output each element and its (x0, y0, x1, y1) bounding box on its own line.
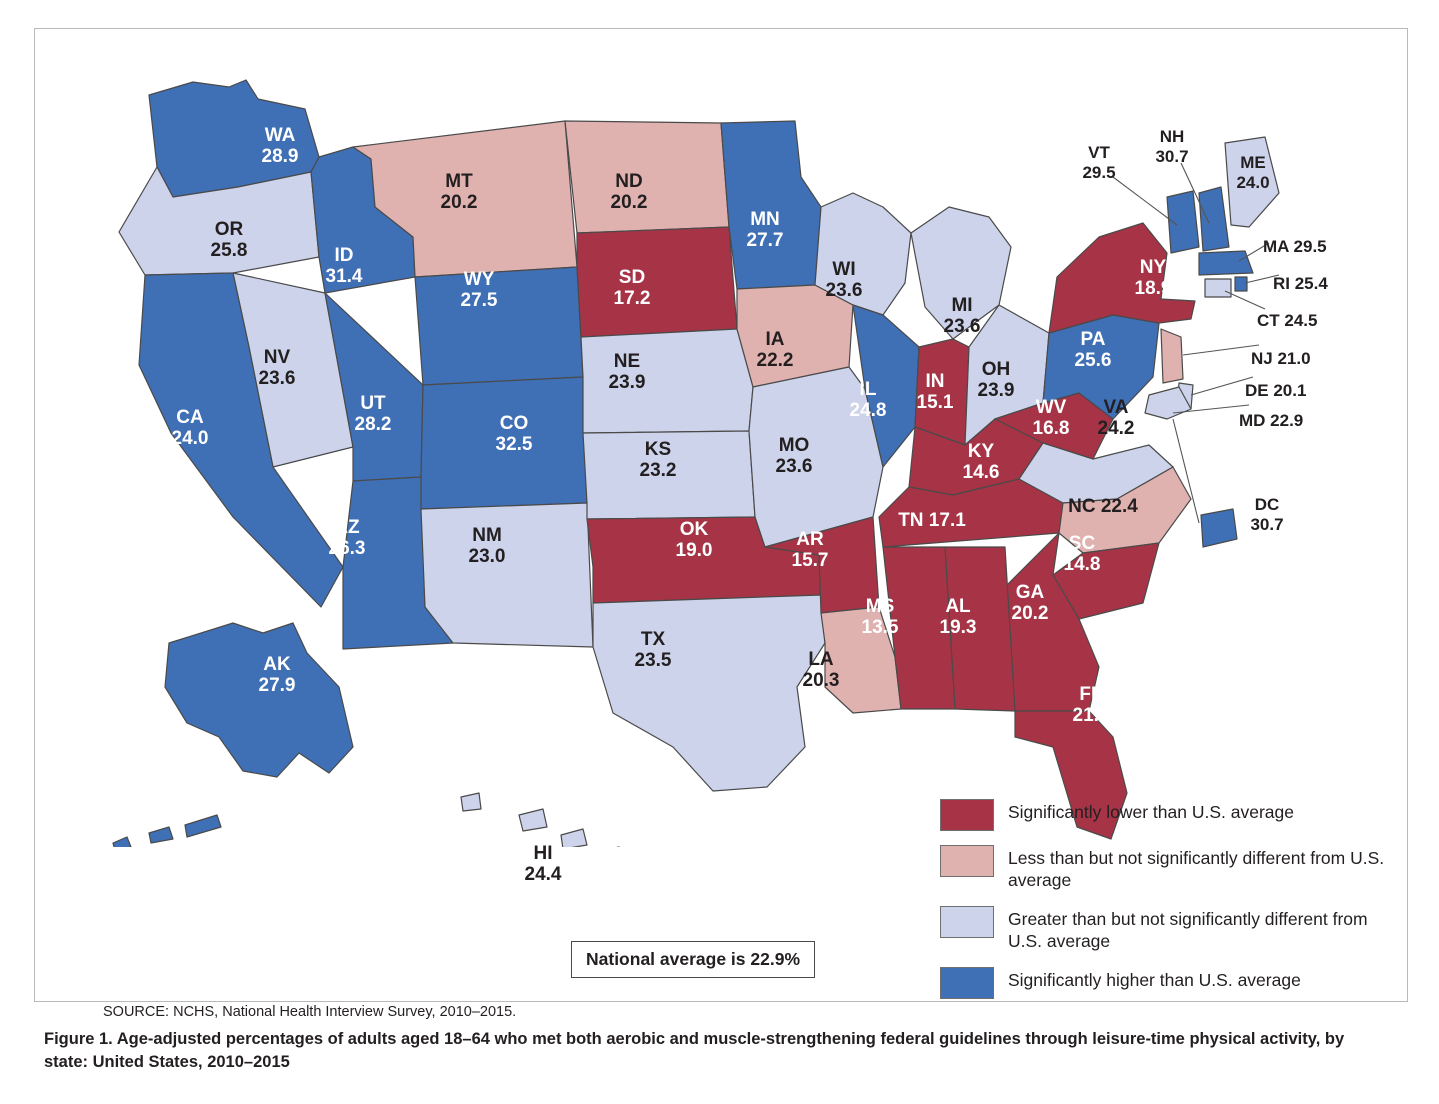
leader-line-DE (1191, 377, 1253, 395)
us-choropleth-svg (53, 47, 1391, 847)
state-label-WA: WA 28.9 (261, 125, 299, 168)
state-label-UT: UT 28.2 (354, 393, 392, 436)
state-label-NH: NH 30.7 (1155, 127, 1189, 166)
legend-item (940, 845, 1390, 892)
map-canvas (35, 29, 1409, 1020)
state-shape-RI[interactable] (1235, 277, 1247, 291)
state-shape-MN[interactable] (721, 121, 821, 289)
state-shape-LA[interactable] (821, 607, 901, 713)
state-shape-AK-aleutians-2[interactable] (149, 827, 173, 843)
state-label-SC: SC 14.8 (1063, 533, 1101, 576)
state-label-NV: NV 23.6 (258, 347, 296, 390)
state-label-AR: AR 15.7 (791, 529, 829, 572)
leader-line-NJ (1183, 345, 1259, 355)
state-shape-AK[interactable] (165, 623, 353, 777)
state-label-MS: MS 13.5 (861, 596, 899, 639)
state-label-CO: CO 32.5 (495, 413, 533, 456)
map-panel (34, 28, 1408, 1020)
state-label-AL: AL 19.3 (939, 596, 977, 639)
state-shape-KS[interactable] (583, 431, 755, 519)
state-shape-WY[interactable] (415, 267, 583, 385)
state-label-IN: IN 15.1 (916, 371, 954, 414)
legend-label: Less than but not significantly different from U.S. average (1008, 848, 1385, 891)
state-label-NE: NE 23.9 (608, 351, 646, 394)
state-label-IL: IL 24.8 (849, 379, 887, 422)
state-label-AZ: AZ 26.3 (328, 517, 366, 560)
legend-label: Significantly lower than U.S. average (1008, 802, 1294, 822)
state-shape-DC-inset[interactable] (1201, 509, 1237, 547)
state-shape-NJ[interactable] (1161, 329, 1183, 383)
state-label-MN: MN 27.7 (746, 209, 784, 252)
state-shape-AL[interactable] (945, 547, 1015, 711)
state-shape-NH[interactable] (1199, 187, 1229, 251)
legend-swatch (940, 845, 994, 877)
state-shape-HI-maui[interactable] (561, 829, 587, 847)
legend-item (940, 906, 1390, 953)
state-label-ID: ID 31.4 (325, 245, 363, 288)
state-shape-AK-aleutians-1[interactable] (113, 837, 131, 847)
source-note: SOURCE: NCHS, National Health Interview Survey, 2010–2015. (103, 1004, 517, 1020)
state-shape-IN[interactable] (915, 339, 969, 445)
state-label-NC: NC 22.4 (1068, 496, 1138, 517)
state-shape-MA[interactable] (1199, 251, 1253, 275)
state-label-KS: KS 23.2 (639, 439, 677, 482)
state-label-AK: AK 27.9 (258, 654, 296, 697)
state-label-RI: RI 25.4 (1273, 274, 1328, 293)
state-label-NJ: NJ 21.0 (1251, 349, 1311, 368)
state-label-VA: VA 24.2 (1097, 397, 1135, 440)
state-label-WI: WI 23.6 (825, 259, 863, 302)
legend-swatch (940, 967, 994, 999)
state-shape-NE[interactable] (581, 329, 753, 433)
state-label-WV: WV 16.8 (1032, 397, 1070, 440)
state-shape-NM[interactable] (421, 503, 593, 647)
state-shape-CO[interactable] (421, 377, 587, 509)
state-label-TX: TX 23.5 (634, 629, 672, 672)
state-label-MD: MD 22.9 (1239, 411, 1304, 430)
state-label-ME: ME 24.0 (1236, 153, 1270, 192)
state-label-TN: TN 17.1 (898, 510, 966, 531)
state-label-LA: LA 20.3 (802, 649, 840, 692)
figure-caption: Figure 1. Age-adjusted percentages of adults aged 18–64 who met both aerobic and muscle-strengthening federal guidelines through leisure-time physical activity, by state: United States, 2010–2015 (44, 1030, 1345, 1072)
state-shape-ND[interactable] (565, 121, 729, 233)
state-label-NY: NY 18.9 (1134, 257, 1172, 300)
leader-line-CT (1225, 291, 1265, 309)
state-label-HI: HI 24.4 (524, 843, 562, 886)
state-label-PA: PA 25.6 (1074, 329, 1112, 372)
national-average-box: National average is 22.9% (571, 941, 815, 978)
legend-label: Greater than but not significantly different from U.S. average (1008, 908, 1368, 952)
state-label-SD: SD 17.2 (613, 267, 651, 310)
state-label-VT: VT 29.5 (1082, 143, 1116, 182)
legend-item (940, 799, 1390, 831)
state-label-ND: ND 20.2 (610, 171, 648, 214)
legend-item (940, 967, 1390, 999)
state-label-NM: NM 23.0 (468, 525, 506, 568)
state-label-KY: KY 14.6 (962, 441, 1000, 484)
state-label-FL: FL 21.1 (1072, 684, 1110, 727)
state-label-MI: MI 23.6 (943, 295, 981, 338)
state-label-MA: MA 29.5 (1263, 237, 1327, 256)
legend-swatch (940, 906, 994, 938)
state-label-MO: MO 23.6 (775, 435, 813, 478)
state-label-DE: DE 20.1 (1245, 381, 1307, 400)
legend-swatch (940, 799, 994, 831)
state-shape-TX[interactable] (593, 595, 825, 791)
state-label-CA: CA 24.0 (171, 407, 209, 450)
state-label-OR: OR 25.8 (210, 219, 248, 262)
state-shape-VT[interactable] (1167, 191, 1199, 253)
state-label-OH: OH 23.9 (977, 359, 1015, 402)
state-label-IA: IA 22.2 (756, 329, 794, 372)
state-label-GA: GA 20.2 (1011, 582, 1049, 625)
state-label-OK: OK 19.0 (675, 519, 713, 562)
state-shape-HI-oahu[interactable] (519, 809, 547, 831)
legend-label: Significantly higher than U.S. average (1008, 969, 1301, 990)
state-label-CT: CT 24.5 (1257, 311, 1318, 330)
state-shape-CT[interactable] (1205, 279, 1231, 297)
legend (940, 799, 1390, 1013)
state-shape-AK-aleutians-3[interactable] (185, 815, 221, 837)
state-label-DC: DC 30.7 (1250, 495, 1284, 534)
state-shape-SD[interactable] (577, 227, 737, 337)
state-shape-HI-kauai[interactable] (461, 793, 481, 811)
state-label-WY: WY 27.5 (460, 269, 498, 312)
state-label-MT: MT 20.2 (440, 171, 478, 214)
